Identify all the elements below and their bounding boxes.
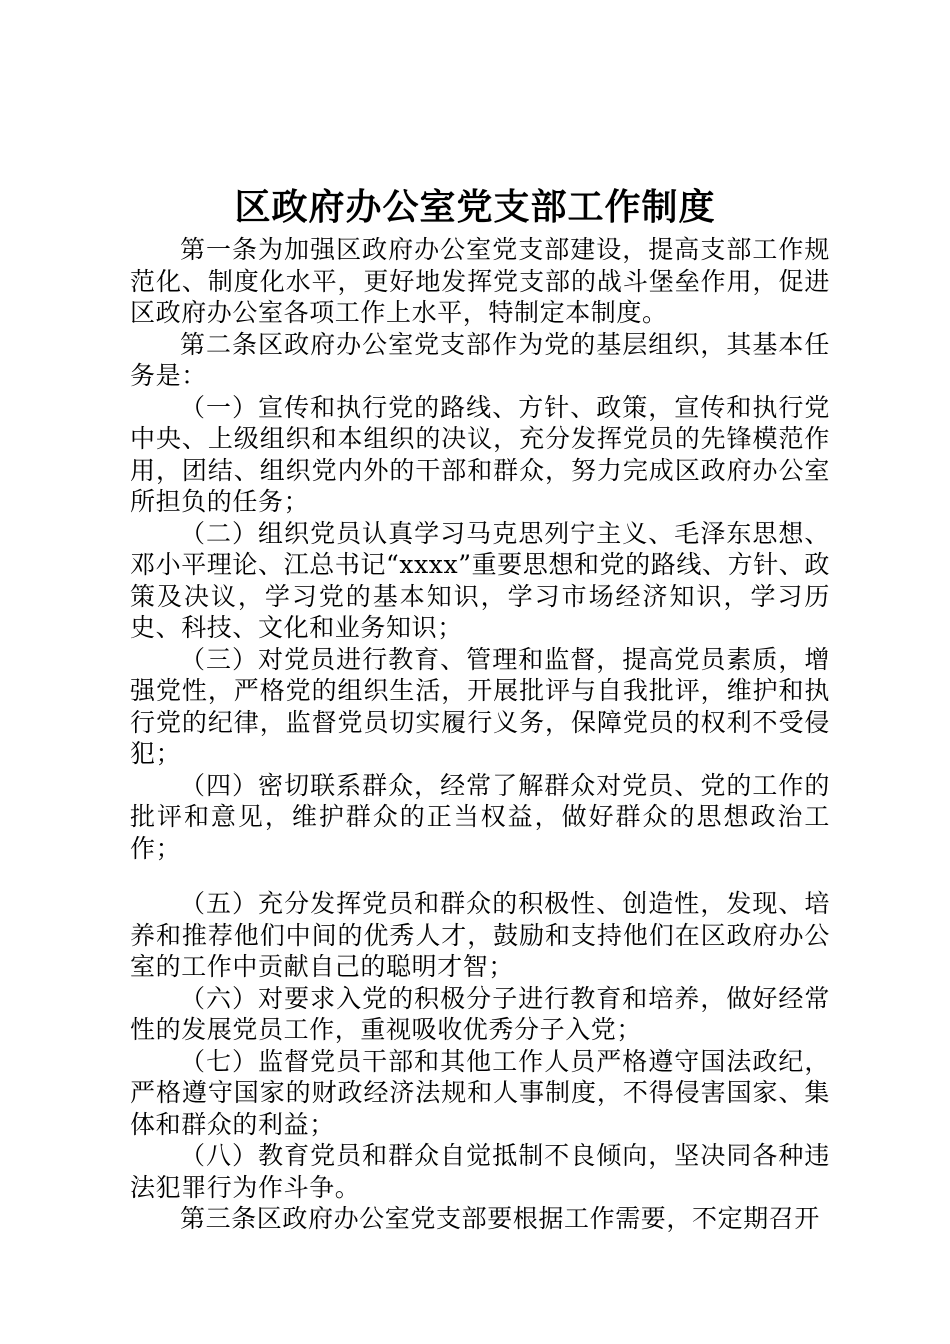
article-3-paragraph: 第三条区政府办公室党支部要根据工作需要，不定期召开 bbox=[180, 1204, 821, 1233]
article-1-paragraph: 第一条为加强区政府办公室党支部建设，提高支部工作规范化、制度化水平，更好地发挥党支部的战斗堡垒作用，促进区政府办公室各项工作上水平，特制定本制度。 bbox=[130, 235, 830, 327]
task-item-7: （七）监督党员干部和其他工作人员严格遵守国法政纪，严格遵守国家的财政经济法规和人事制度，不得侵害国家、集体和群众的利益； bbox=[130, 1046, 830, 1139]
document-body bbox=[130, 234, 830, 1235]
task-item-5: （五）充分发挥党员和群众的积极性、创造性，发现、培养和推荐他们中间的优秀人才，鼓励和支持他们在区政府办公室的工作中贡献自己的聪明才智； bbox=[130, 889, 830, 981]
document-title: 区政府办公室党支部工作制度 bbox=[234, 187, 716, 228]
task-item-8: （八）教育党员和群众自觉抵制不良倾向，坚决同各种违法犯罪行为作斗争。 bbox=[130, 1141, 830, 1202]
task-item-2: （二）组织党员认真学习马克思列宁主义、毛泽东思想、邓小平理论、江总书记“xxxx”重要思想和党的路线、方针、政策及决议，学习党的基本知识，学习市场经济知识，学习历史、科技、文化和业务知识； bbox=[130, 518, 830, 642]
task-item-3: （三）对党员进行教育、管理和监督，提高党员素质，增强党性，严格党的组织生活，开展批评与自我批评，维护和执行党的纪律，监督党员切实履行义务，保障党员的权利不受侵犯； bbox=[130, 644, 830, 768]
blank-line bbox=[130, 864, 830, 888]
task-item-1: （一）宣传和执行党的路线、方针、政策，宣传和执行党中央、上级组织和本组织的决议，充分发挥党员的先锋模范作用，团结、组织党内外的干部和群众，努力完成区政府办公室所担负的任务； bbox=[130, 392, 830, 516]
article-2-paragraph: 第二条区政府办公室党支部作为党的基层组织，其基本任务是： bbox=[130, 329, 830, 390]
task-item-6: （六）对要求入党的积极分子进行教育和培养，做好经常性的发展党员工作，重视吸收优秀分子入党； bbox=[130, 983, 830, 1044]
task-item-4: （四）密切联系群众，经常了解群众对党员、党的工作的批评和意见，维护群众的正当权益，做好群众的思想政治工作； bbox=[130, 770, 830, 863]
